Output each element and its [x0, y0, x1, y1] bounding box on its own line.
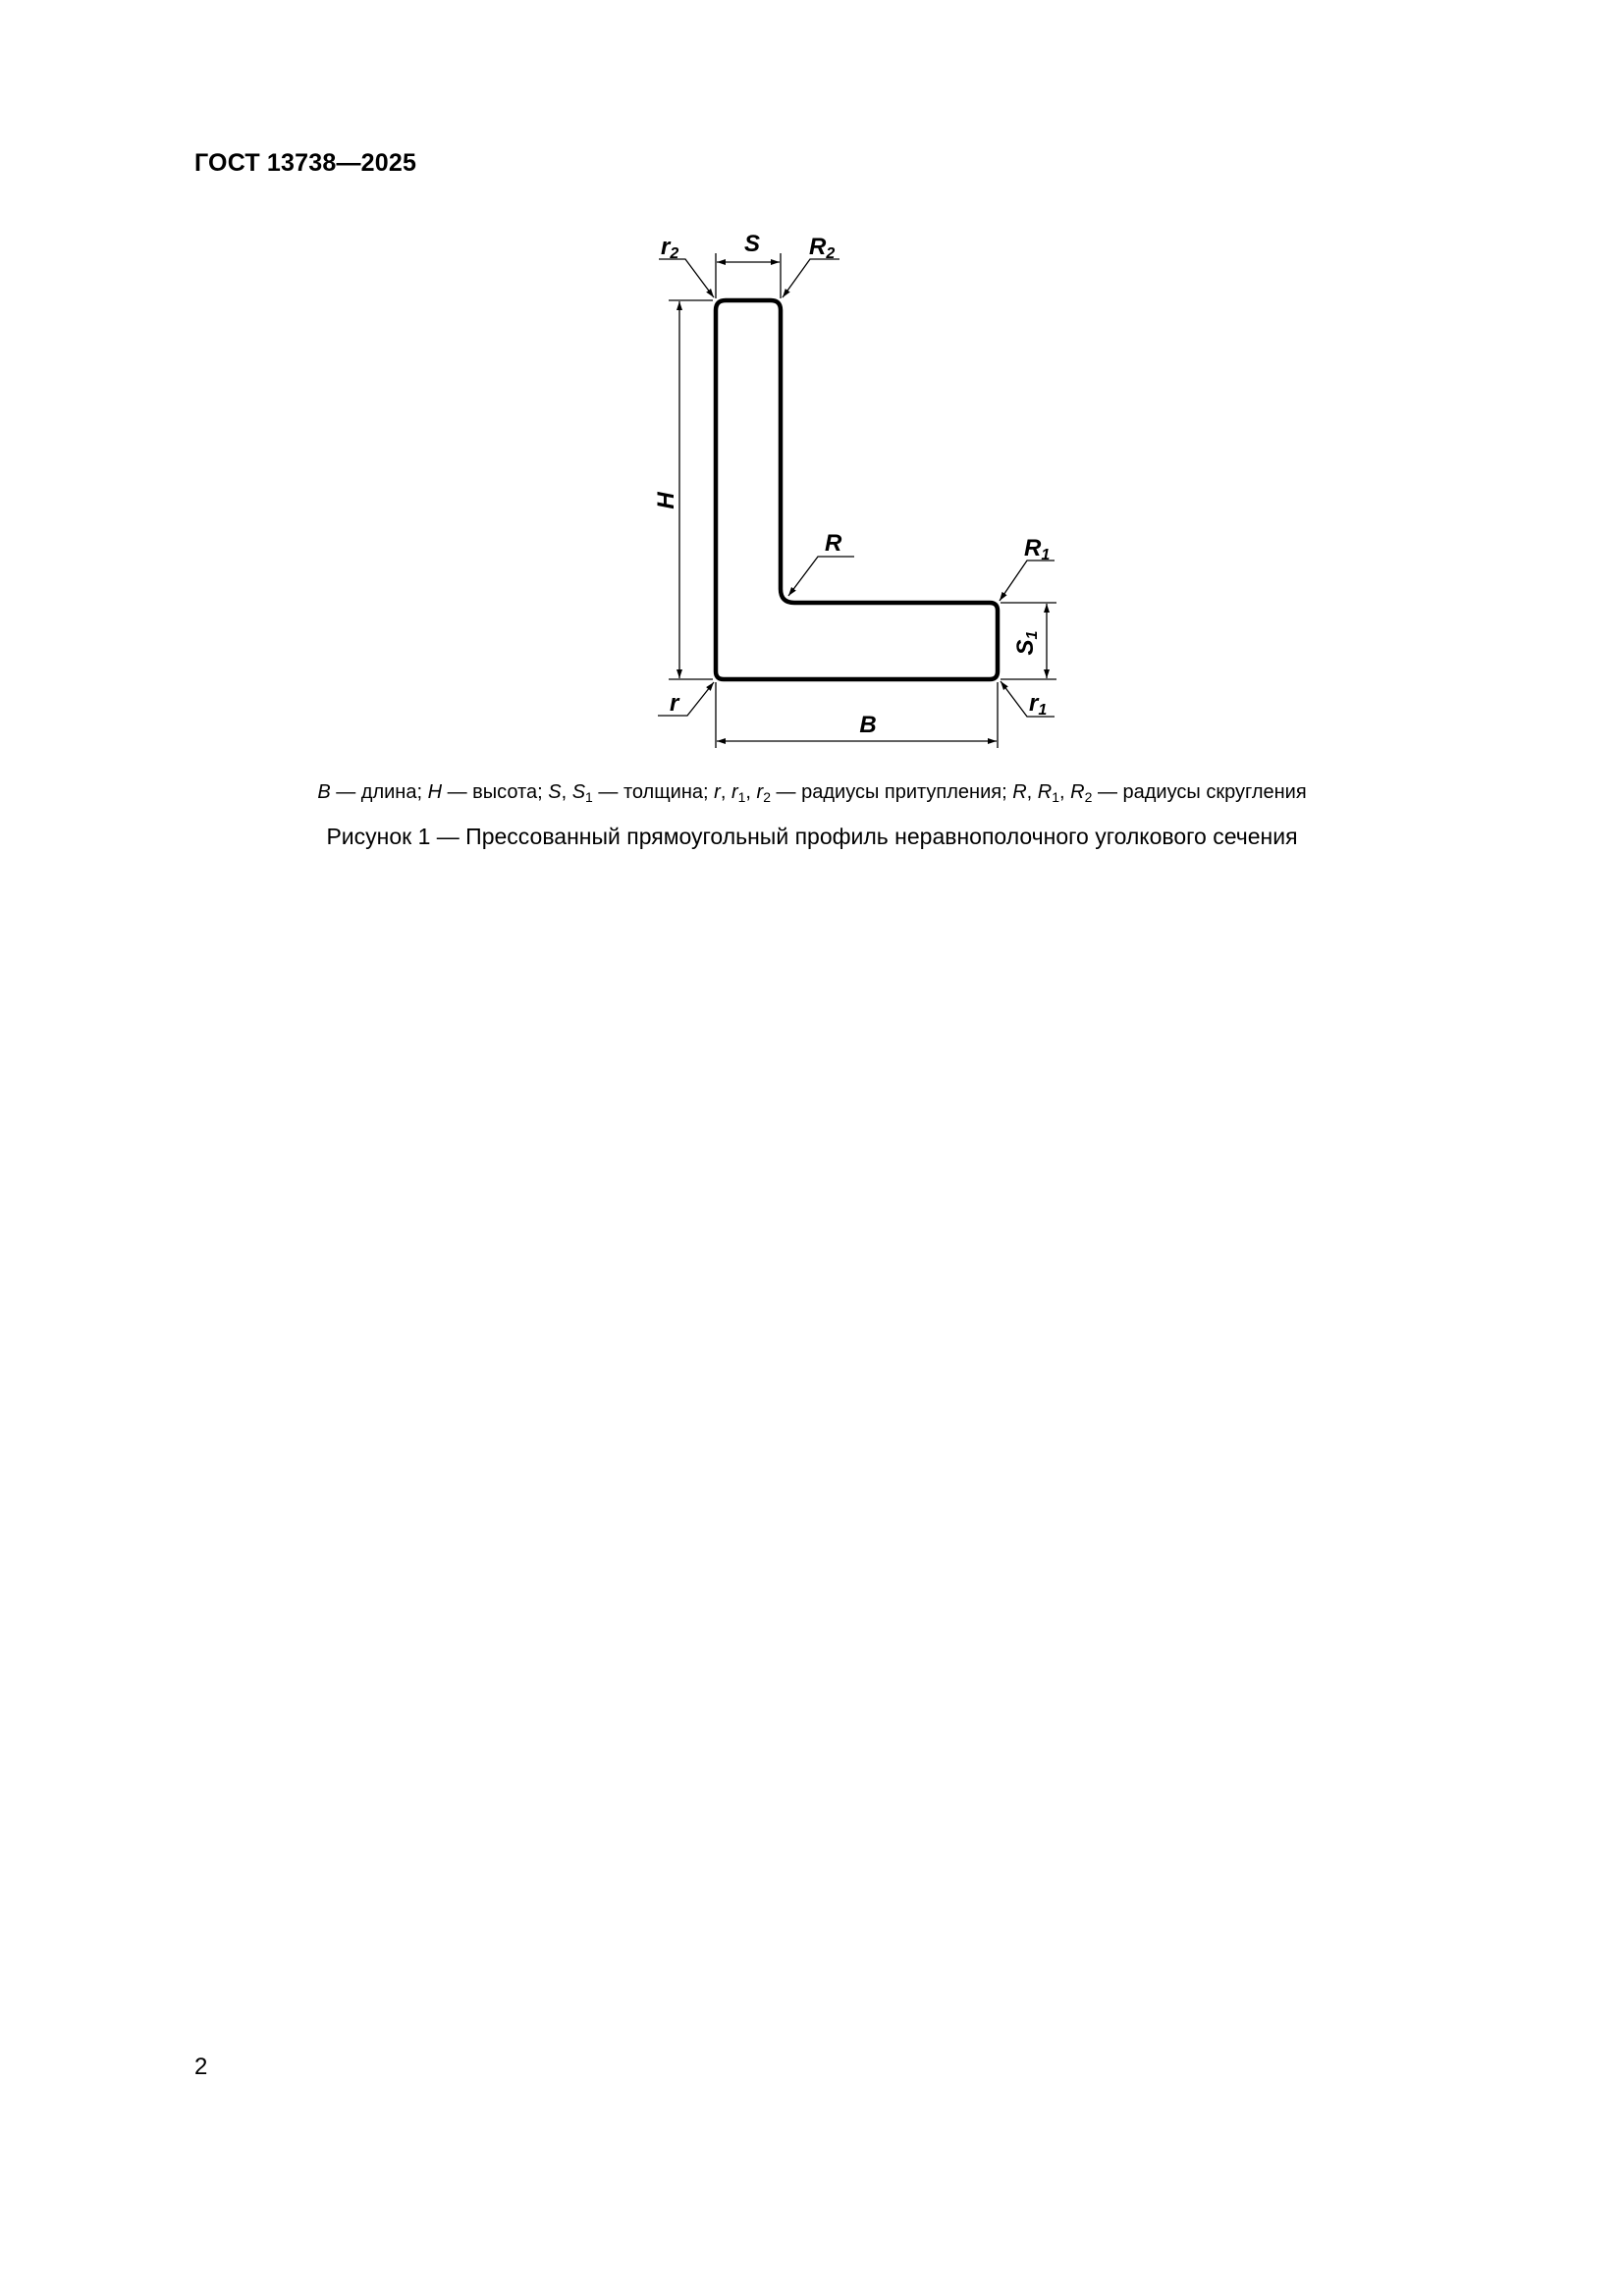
leader-line-r2 [659, 259, 714, 297]
figure-legend: B — длина; H — высота; S, $S_1$ — толщина; r, $r_1$, $r_2$ — радиусы притупления; R, $R_1$, $R_2$ — радиусы скругления [317, 781, 1307, 805]
leader-line-R [788, 557, 854, 596]
leader-line-R2 [783, 259, 839, 297]
label-R2: R2 [809, 234, 836, 262]
label-r: r [670, 690, 679, 717]
label-b: B [859, 712, 877, 738]
figure-caption: Рисунок 1 — Прессованный прямоугольный профиль неравнополочного уголкового сечения [326, 824, 1298, 849]
angle-profile-outline [716, 300, 998, 679]
page-number: 2 [194, 2054, 208, 2080]
label-r1: r1 [1029, 690, 1048, 719]
label-R: R [825, 530, 842, 557]
leader-line-R1 [1000, 561, 1055, 601]
label-s1: S1 [1012, 630, 1041, 656]
label-h: H [653, 492, 679, 509]
label-R1: R1 [1024, 535, 1051, 563]
leader-line-r [658, 682, 714, 716]
document-standard-number: ГОСТ 13738—2025 [194, 149, 417, 177]
label-s: S [743, 231, 761, 257]
angle-profile-drawing [628, 216, 1080, 746]
label-r2: r2 [661, 234, 679, 262]
